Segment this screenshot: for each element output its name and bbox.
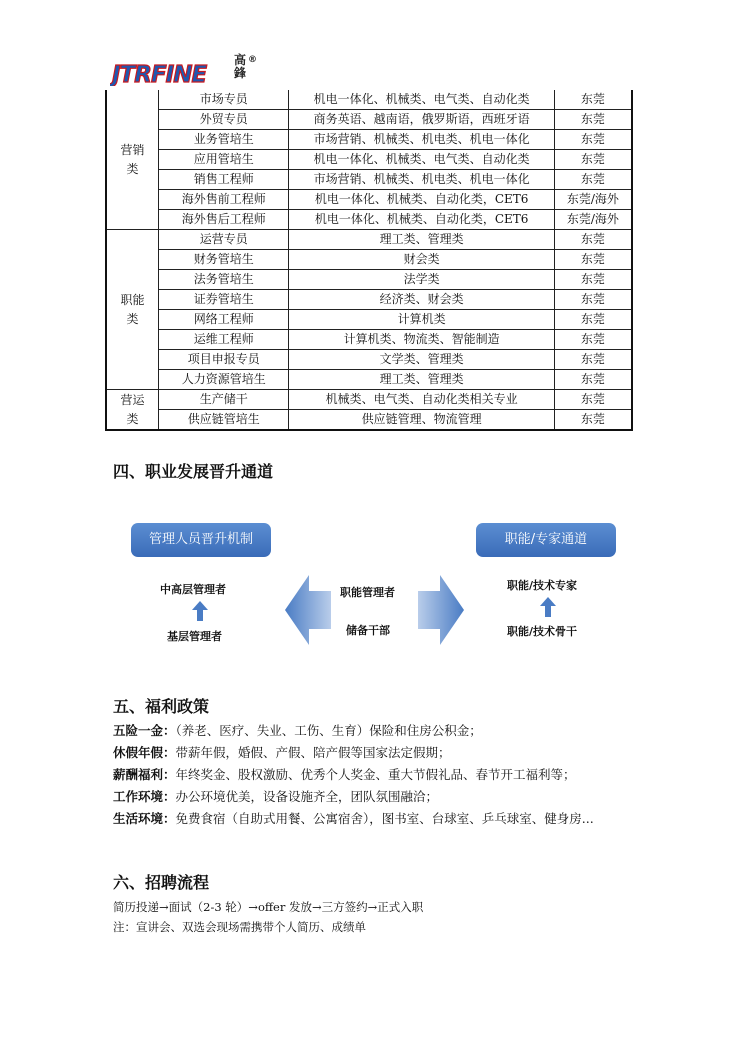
table-row [106, 150, 632, 170]
location-cell: 东莞 [554, 150, 632, 170]
location-cell: 东莞/海外 [554, 210, 632, 230]
table-row [106, 370, 632, 390]
location-cell: 东莞 [554, 270, 632, 290]
junior-manager-label: 基层管理者 [167, 630, 222, 643]
position-cell: 海外售前工程师 [159, 190, 289, 210]
major-cell: 法学类 [289, 270, 554, 290]
major-cell: 商务英语、越南语，俄罗斯语，西班牙语 [289, 110, 554, 130]
position-cell: 网络工程师 [159, 310, 289, 330]
major-cell: 机电一体化、机械类、自动化类，CET6 [289, 210, 554, 230]
category-cell: 职能 类 [106, 230, 159, 390]
location-cell: 东莞 [554, 230, 632, 250]
position-cell: 人力资源管培生 [159, 370, 289, 390]
section-4-title: 四、职业发展晋升通道 [113, 462, 274, 481]
position-cell: 运维工程师 [159, 330, 289, 350]
major-cell: 理工类、管理类 [289, 230, 554, 250]
jtrfine-logo-icon [110, 60, 230, 86]
table-row [106, 90, 632, 110]
table-row [106, 310, 632, 330]
location-cell: 东莞 [554, 130, 632, 150]
arrow-right-icon [418, 575, 464, 645]
major-cell: 计算机类 [289, 310, 554, 330]
position-cell: 销售工程师 [159, 170, 289, 190]
location-cell: 东莞 [554, 410, 632, 431]
benefit-item: 休假年假：带薪年假，婚假、产假、陪产假等国家法定假期； [113, 745, 451, 760]
location-cell: 东莞 [554, 290, 632, 310]
major-cell: 机电一体化、机械类、自动化类，CET6 [289, 190, 554, 210]
location-cell: 东莞 [554, 390, 632, 410]
location-cell: 东莞 [554, 170, 632, 190]
location-cell: 东莞 [554, 350, 632, 370]
table-row [106, 250, 632, 270]
position-cell: 财务管培生 [159, 250, 289, 270]
table-row [106, 230, 632, 250]
position-cell: 生产储干 [159, 390, 289, 410]
table-row [106, 190, 632, 210]
location-cell: 东莞 [554, 90, 632, 110]
management-track-pill: 管理人员晋升机制 [131, 523, 271, 557]
position-cell: 供应链管培生 [159, 410, 289, 431]
location-cell: 东莞 [554, 310, 632, 330]
position-cell: 海外售后工程师 [159, 210, 289, 230]
category-cell: 营运 类 [106, 390, 159, 431]
major-cell: 理工类、管理类 [289, 370, 554, 390]
reserve-cadre-label: 储备干部 [346, 624, 390, 637]
position-cell: 市场专员 [159, 90, 289, 110]
position-cell: 业务管培生 [159, 130, 289, 150]
section-6-title: 六、招聘流程 [113, 873, 210, 892]
position-cell: 证券管培生 [159, 290, 289, 310]
senior-manager-label: 中高层管理者 [160, 583, 226, 596]
arrow-up-icon [540, 597, 556, 617]
major-cell: 财会类 [289, 250, 554, 270]
company-logo [110, 54, 270, 88]
arrow-left-icon [285, 575, 331, 645]
benefits-list [113, 720, 633, 830]
major-cell: 市场营销、机械类、机电类、机电一体化 [289, 170, 554, 190]
tech-expert-label: 职能/技术专家 [507, 579, 578, 592]
table-row [106, 130, 632, 150]
position-cell: 应用管培生 [159, 150, 289, 170]
benefit-item: 五险一金：（养老、医疗、失业、工伤、生育）保险和住房公积金； [113, 723, 482, 738]
benefit-item: 生活环境：免费食宿（自助式用餐、公寓宿舍），图书室、台球室、乒乓球室、健身房... [113, 811, 594, 826]
major-cell: 机械类、电气类、自动化类相关专业 [289, 390, 554, 410]
svg-text:JTRFINE: JTRFINE [112, 62, 207, 86]
table-row [106, 390, 632, 410]
major-cell: 计算机类、物流类、智能制造 [289, 330, 554, 350]
location-cell: 东莞 [554, 330, 632, 350]
logo-chinese-text: 高® 鋒 [234, 53, 259, 80]
benefit-item: 工作环境：办公环境优美，设备设施齐全，团队氛围融洽； [113, 789, 439, 804]
table-row [106, 330, 632, 350]
major-cell: 供应链管理、物流管理 [289, 410, 554, 431]
major-cell: 经济类、财会类 [289, 290, 554, 310]
positions-table [105, 90, 633, 431]
position-cell: 运营专员 [159, 230, 289, 250]
arrow-up-icon [192, 601, 208, 621]
major-cell: 机电一体化、机械类、电气类、自动化类 [289, 150, 554, 170]
position-cell: 法务管培生 [159, 270, 289, 290]
category-cell: 营销 类 [106, 90, 159, 230]
location-cell: 东莞/海外 [554, 190, 632, 210]
table-row [106, 170, 632, 190]
table-row [106, 350, 632, 370]
table-row [106, 110, 632, 130]
table-row [106, 410, 632, 431]
section-5-title: 五、福利政策 [113, 697, 210, 716]
professional-track-pill: 职能/专家通道 [476, 523, 616, 557]
recruitment-note: 注：宣讲会、双选会现场需携带个人简历、成绩单 [113, 920, 366, 934]
functional-manager-label: 职能管理者 [340, 586, 395, 599]
table-row [106, 290, 632, 310]
major-cell: 文学类、管理类 [289, 350, 554, 370]
location-cell: 东莞 [554, 370, 632, 390]
table-row [106, 210, 632, 230]
location-cell: 东莞 [554, 250, 632, 270]
benefit-item: 薪酬福利：年终奖金、股权激励、优秀个人奖金、重大节假礼品、春节开工福利等； [113, 767, 576, 782]
major-cell: 机电一体化、机械类、电气类、自动化类 [289, 90, 554, 110]
major-cell: 市场营销、机械类、机电类、机电一体化 [289, 130, 554, 150]
position-cell: 项目申报专员 [159, 350, 289, 370]
position-cell: 外贸专员 [159, 110, 289, 130]
tech-backbone-label: 职能/技术骨干 [507, 625, 578, 638]
recruitment-flow: 简历投递→面试（2-3 轮）→offer 发放→三方签约→正式入职 [113, 900, 424, 914]
location-cell: 东莞 [554, 110, 632, 130]
table-row [106, 270, 632, 290]
